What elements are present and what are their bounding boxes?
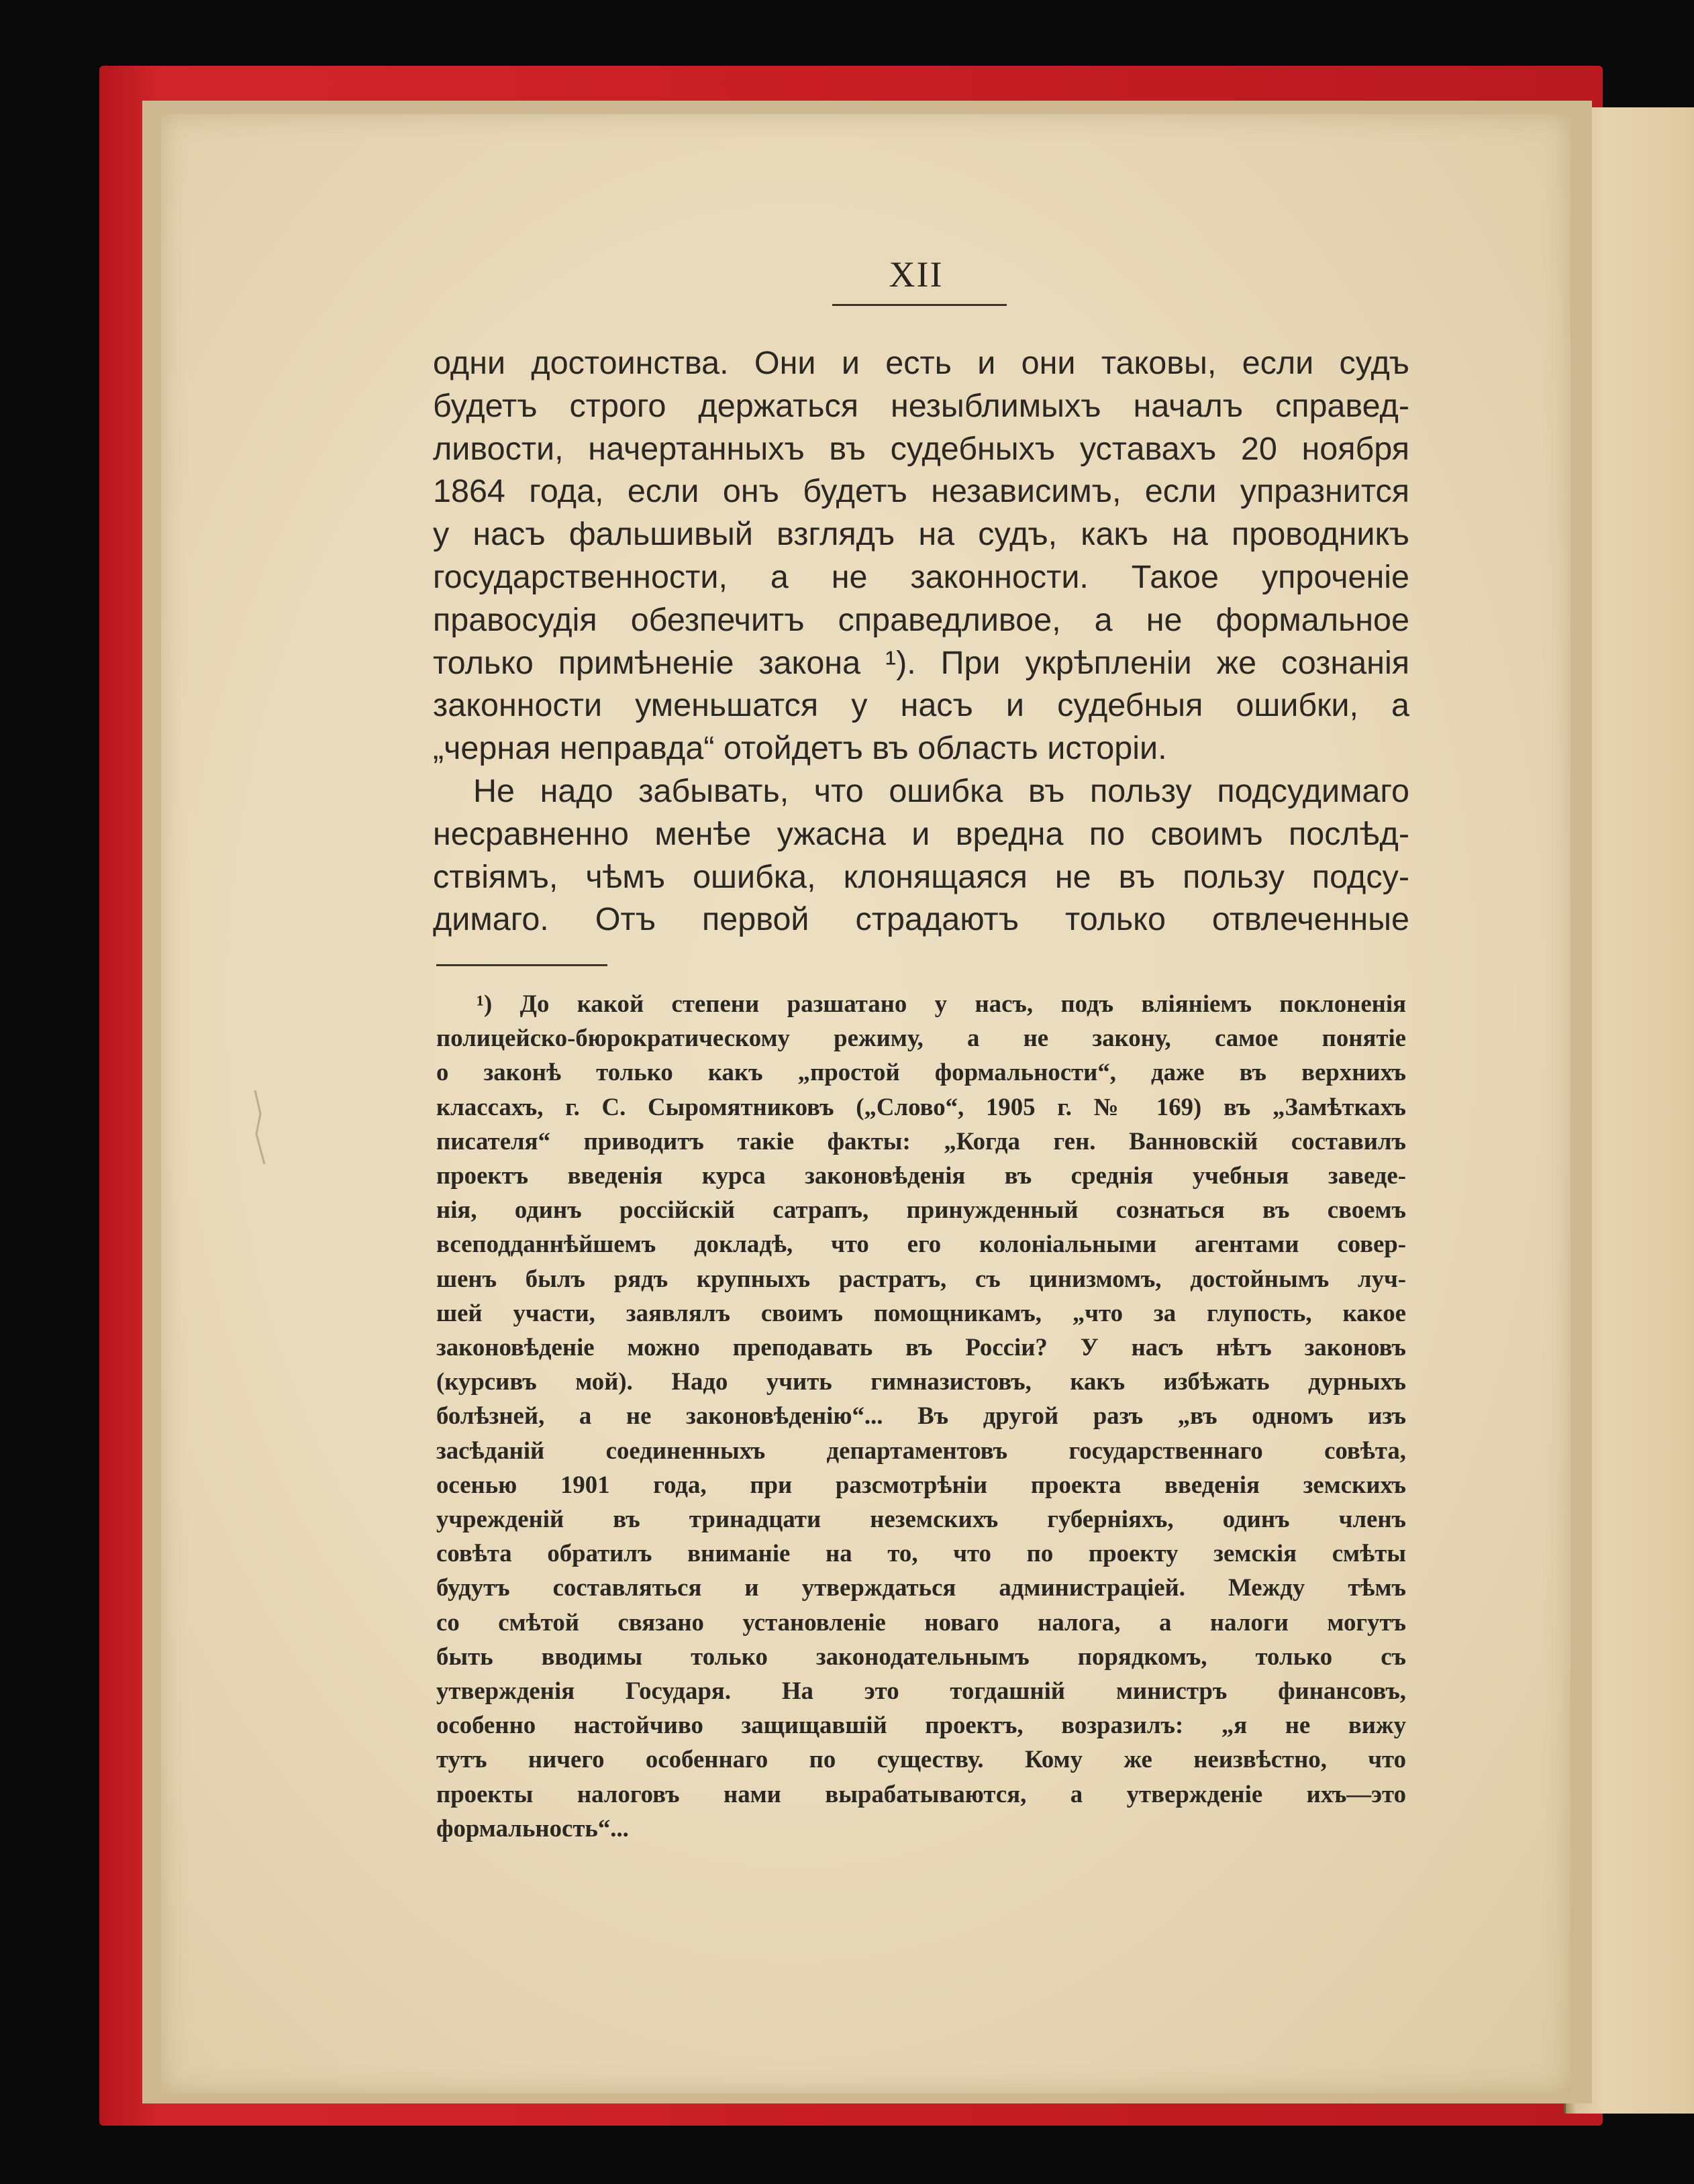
- footnote-line: утвержденія Государя. На это тогдашній министръ финансовъ,: [436, 1677, 1406, 1705]
- footnote-line: классахъ, г. С. Сыромятниковъ („Слово“, 1905 г. № 169) въ „Замѣткахъ: [436, 1092, 1406, 1121]
- pencil-mark: [248, 1087, 275, 1167]
- footnote: [436, 986, 1406, 1845]
- footnote-line: ¹) До какой степени разшатано у насъ, подъ вліяніемъ поклоненія: [477, 990, 1406, 1017]
- text-line: у насъ фальшивый взглядъ на судъ, какъ на проводникъ: [433, 516, 1409, 553]
- text-line: Не надо забывать, что ошибка въ пользу подсудимаго: [473, 772, 1409, 809]
- footnote-line: полицейско-бюрократическому режиму, а не закону, самое понятіе: [436, 1024, 1406, 1052]
- footnote-line: быть вводимы только законодательнымъ порядкомъ, только съ: [436, 1642, 1406, 1670]
- text-line: законности уменьшатся у насъ и судебныя ошибки, а: [433, 687, 1409, 724]
- footnote-line: осенью 1901 года, при разсмотрѣніи проекта введенія земскихъ: [436, 1470, 1406, 1498]
- footnote-line: о законѣ только какъ „простой формальности“, даже въ верхнихъ: [436, 1058, 1406, 1086]
- page-number-rule: [832, 304, 1007, 306]
- footnote-line: особенно настойчиво защищавшій проектъ, возразилъ: „я не вижу: [436, 1711, 1406, 1739]
- footnote-line: проекты налоговъ нами вырабатываются, а утвержденіе ихъ—это: [436, 1779, 1406, 1808]
- text-line: только примѣненіе закона ¹). При укрѣпленіи же сознанія: [433, 644, 1409, 681]
- text-line: будетъ строго держаться незыблимыхъ началъ справед-: [433, 387, 1409, 424]
- footnote-line: (курсивъ мой). Надо учить гимназистовъ, какъ избѣжать дурныхъ: [436, 1367, 1406, 1396]
- text-line: одни достоинства. Они и есть и они таковы, если судъ: [433, 345, 1409, 381]
- footnote-line: тутъ ничего особеннаго по существу. Кому же неизвѣстно, что: [436, 1745, 1406, 1773]
- text-line: ливости, начертанныхъ въ судебныхъ уставахъ 20 ноября: [433, 430, 1409, 467]
- text-line: несравненно менѣе ужасна и вредна по своимъ послѣд-: [433, 815, 1409, 852]
- footnote-line: всеподданнѣйшемъ докладѣ, что его колоніальными агентами совер-: [436, 1230, 1406, 1258]
- footnote-line: нія, одинъ россійскій сатрапъ, принужденный сознаться въ своемъ: [436, 1196, 1406, 1224]
- footnote-line: совѣта обратилъ вниманіе на то, что по проекту земскія смѣты: [436, 1539, 1406, 1567]
- footnote-line: учрежденій въ тринадцати неземскихъ губерніяхъ, одинъ членъ: [436, 1505, 1406, 1533]
- text-line: ствіямъ, чѣмъ ошибка, клонящаяся не въ пользу подсу-: [433, 858, 1409, 895]
- footnote-line: писателя“ приводитъ такіе факты: „Когда ген. Ванновскій составилъ: [436, 1127, 1406, 1155]
- footnote-line: засѣданій соединенныхъ департаментовъ государственнаго совѣта,: [436, 1436, 1406, 1464]
- footnote-line: шей участи, заявлялъ своимъ помощникамъ, „что за глупость, какое: [436, 1298, 1406, 1327]
- footnote-line: проектъ введенія курса законовѣденія въ среднія учебныя заведе-: [436, 1161, 1406, 1190]
- text-line: правосудія обезпечитъ справедливое, а не формальное: [433, 601, 1409, 638]
- text-line: „черная неправда“ отойдетъ въ область исторіи.: [433, 730, 1167, 767]
- footnote-rule: [436, 964, 607, 966]
- footnote-line: болѣзней, а не законовѣденію“... Въ другой разъ „въ одномъ изъ: [436, 1402, 1406, 1430]
- text-line: государственности, а не законности. Такое упроченіе: [433, 558, 1409, 595]
- page-number: XII: [889, 254, 944, 295]
- footnote-line: формальность“...: [436, 1814, 629, 1842]
- text-line: 1864 года, если онъ будетъ независимъ, если упразнится: [433, 473, 1409, 510]
- footnote-line: шенъ былъ рядъ крупныхъ растратъ, съ цинизмомъ, достойнымъ луч-: [436, 1264, 1406, 1292]
- footnote-line: со смѣтой связано установленіе новаго налога, а налоги могутъ: [436, 1608, 1406, 1636]
- footnote-line: будутъ составляться и утверждаться администраціей. Между тѣмъ: [436, 1573, 1406, 1602]
- text-line: димаго. Отъ первой страдаютъ только отвлеченные: [433, 901, 1409, 938]
- main-text: [433, 342, 1409, 941]
- footnote-line: законовѣденіе можно преподавать въ Россіи? У насъ нѣтъ законовъ: [436, 1333, 1406, 1361]
